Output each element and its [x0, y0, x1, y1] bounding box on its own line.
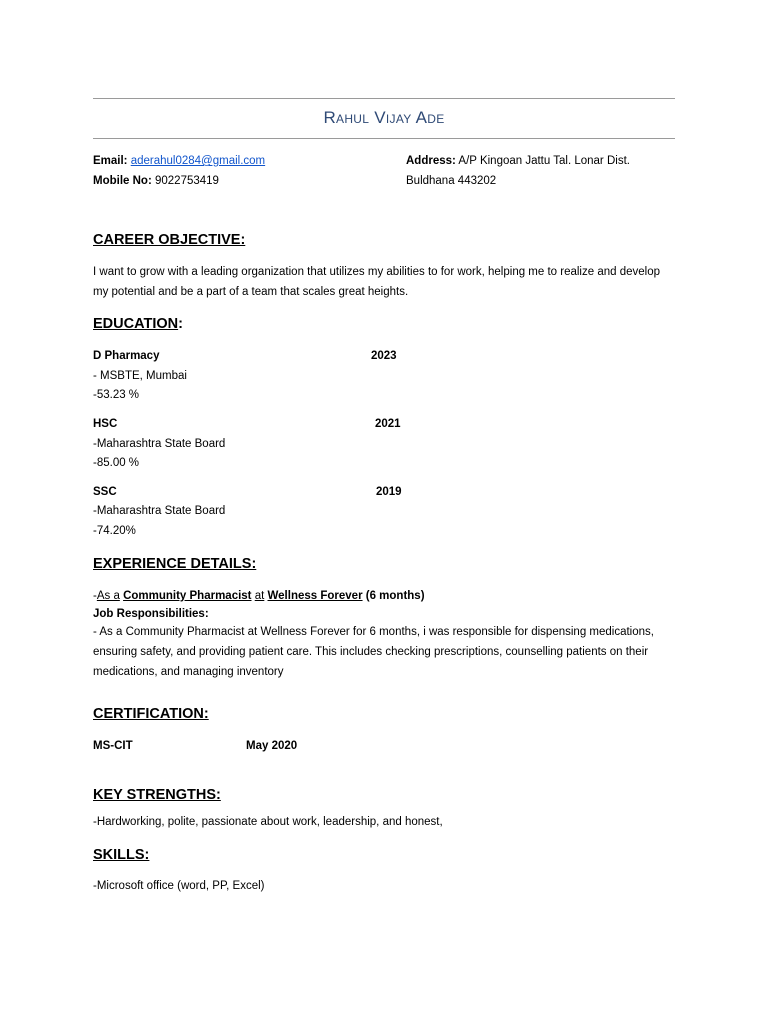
- certification-date: May 2020: [246, 740, 298, 752]
- experience-duration: (6 months): [365, 590, 425, 602]
- education-board: -Maharashtra State Board: [93, 438, 226, 450]
- education-score: -74.20%: [93, 525, 136, 537]
- certification-heading: CERTIFICATION:: [93, 706, 209, 722]
- email-line: [93, 153, 265, 169]
- mobile-value: 9022753419: [154, 175, 219, 187]
- education-year: 2021: [375, 418, 401, 430]
- header-top-rule: [93, 98, 675, 99]
- address-value-1: A/P Kingoan Jattu Tal. Lonar Dist.: [458, 155, 630, 167]
- experience-role: Community Pharmacist: [123, 590, 252, 602]
- email-label: Email:: [93, 155, 128, 167]
- education-degree: SSC: [93, 486, 117, 498]
- key-strengths-text: -Hardworking, polite, passionate about work, leadership, and honest,: [93, 816, 443, 828]
- education-heading-colon: :: [178, 316, 183, 332]
- resume-page: [93, 0, 675, 1024]
- experience-heading: EXPERIENCE DETAILS:: [93, 556, 257, 572]
- education-degree: D Pharmacy: [93, 350, 160, 362]
- experience-at: at: [254, 590, 265, 602]
- experience-summary: [93, 588, 425, 604]
- education-year: 2019: [376, 486, 402, 498]
- certification-name: MS-CIT: [93, 740, 133, 752]
- address-line-1: [406, 153, 630, 169]
- career-objective-heading: CAREER OBJECTIVE:: [93, 232, 246, 248]
- header-bottom-rule: [93, 138, 675, 139]
- education-board: - MSBTE, Mumbai: [93, 370, 187, 382]
- skills-text: -Microsoft office (word, PP, Excel): [93, 880, 265, 892]
- mobile-line: [93, 173, 219, 189]
- job-responsibilities-text: - As a Community Pharmacist at Wellness Forever for 6 months, i was responsible for dispensing medications, ensuring safety, and providing patient care. This includes checking prescriptions, counselling patients on their medications, and managing inventory: [93, 626, 654, 678]
- email-link[interactable]: aderahul0284@gmail.com: [130, 155, 266, 167]
- education-year: 2023: [371, 350, 397, 362]
- education-heading-text: EDUCATION: [93, 316, 179, 332]
- career-objective-text: I want to grow with a leading organization that utilizes my abilities to for work, helping me to realize and develop my potential and be a part of a team that scales great heights.: [93, 266, 660, 298]
- job-responsibilities-label: Job Responsibilities:: [93, 608, 209, 620]
- education-score: -85.00 %: [93, 457, 140, 469]
- experience-company: Wellness Forever: [267, 590, 363, 602]
- mobile-label: Mobile No:: [93, 175, 152, 187]
- address-label: Address:: [406, 155, 456, 167]
- education-score: -53.23 %: [93, 389, 140, 401]
- address-line-2: Buldhana 443202: [406, 175, 497, 187]
- experience-dash: -: [93, 590, 97, 602]
- education-heading: [93, 315, 183, 333]
- key-strengths-heading: KEY STRENGTHS:: [93, 787, 221, 803]
- candidate-name: Rahul Vijay Ade: [323, 108, 445, 127]
- education-board: -Maharashtra State Board: [93, 505, 226, 517]
- skills-heading: SKILLS:: [93, 847, 150, 863]
- experience-as-a: As a: [96, 590, 120, 602]
- education-degree: HSC: [93, 418, 118, 430]
